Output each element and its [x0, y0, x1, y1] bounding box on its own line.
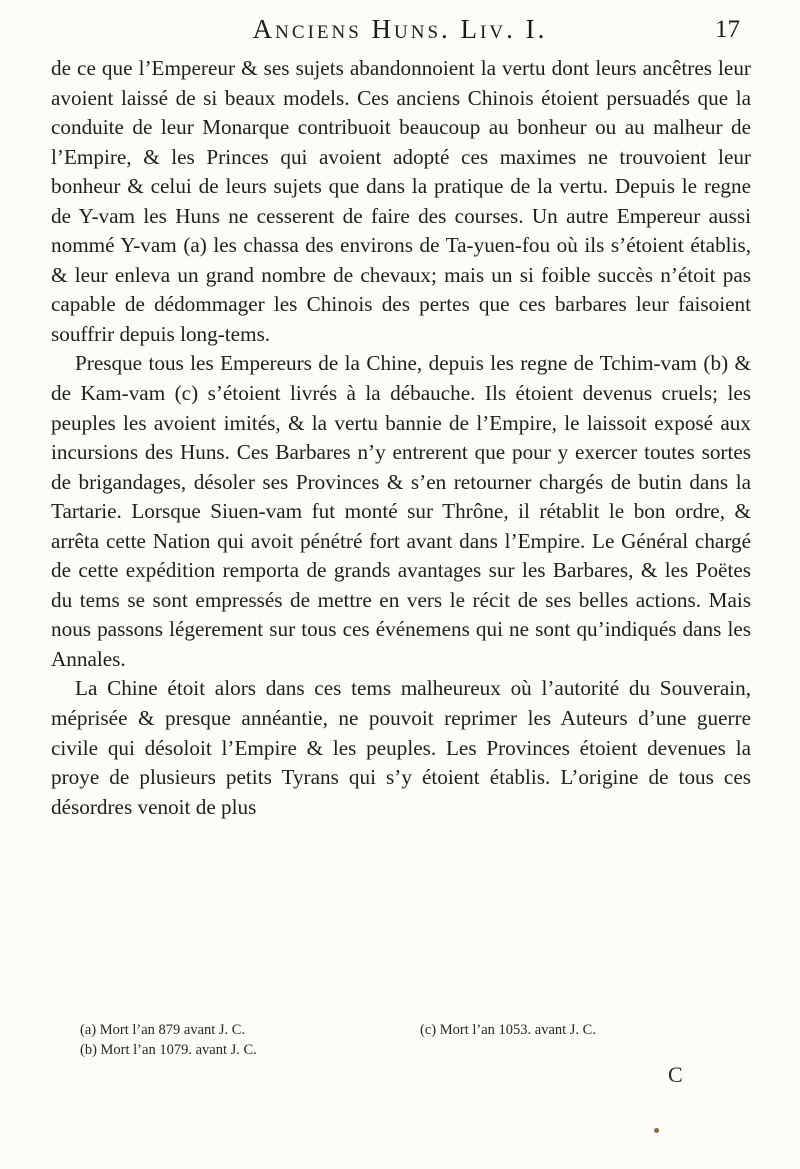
- running-title: Anciens Huns. Liv. I.: [252, 14, 548, 44]
- footnote-row-1: [80, 1020, 760, 1040]
- footnote-c: (c) Mort l’an 1053. avant J. C.: [420, 1022, 596, 1038]
- footnote-row-2: [80, 1040, 760, 1060]
- signature-mark: C: [668, 1062, 683, 1087]
- paragraph-3: La Chine étoit alors dans ces tems malheureux où l’autorité du Souverain, méprisée & presque annéantie, ne pouvoit reprimer les Auteurs d’une guerre civile qui désoloit l’Empire & les peuples. Les Provinces étoient devenues la proye de plusieurs petits Tyrans qui s’y étoient établis. L’origine de tous ces désordres venoit de plus: [51, 676, 751, 819]
- footnote-b: (b) Mort l’an 1079. avant J. C.: [80, 1042, 257, 1058]
- running-head: [60, 14, 740, 50]
- page-number: 17: [715, 16, 740, 43]
- footnote-a: (a) Mort l’an 879 avant J. C.: [80, 1022, 246, 1038]
- ink-speck: [654, 1128, 659, 1133]
- paragraph-1: de ce que l’Empereur & ses sujets abandonnoient la vertu dont leurs ancêtres leur avoient laissé de si beaux models. Ces anciens Chinois étoient persuadés que la conduite de leur Monarque contribuoit beaucoup au bonheur ou au malheur de l’Empire, & les Princes qui avoient adopté ces maximes ne trouvoient leur bonheur & celui de leurs sujets que dans la pratique de la vertu. Depuis le regne de Y-vam les Huns ne cesserent de faire des courses. Un autre Empereur aussi nommé Y-vam (a) les chassa des environs de Ta-yuen-fou où ils s’étoient établis, & leur enleva un grand nombre de chevaux; mais un si foible succès n’étoit pas capable de dédommager les Chinois des pertes que ces barbares leur faisoient souffrir depuis long-tems.: [51, 56, 751, 346]
- paragraph-2: Presque tous les Empereurs de la Chine, depuis les regne de Tchim-vam (b) & de Kam-vam (c) s’étoient livrés à la débauche. Ils étoient devenus cruels; les peuples les avoient imités, & la vertu bannie de l’Empire, le laissoit exposé aux incursions des Huns. Ces Barbares n’y entrerent que pour y exercer toutes sortes de brigandages, désoler ses Provinces & s’en retourner chargés de butin dans la Tartarie. Lorsque Siuen-vam fut monté sur Thrône, il rétablit le bon ordre, & arrêta cette Nation qui avoit pénétré fort avant dans l’Empire. Le Général chargé de cette expédition remporta de grands avantages sur les Barbares, & les Poëtes du tems se sont empressés de mettre en vers le récit de ses belles actions. Mais nous passons légerement sur tous ces événemens qui ne sont qu’indiqués dans les Annales.: [51, 351, 751, 671]
- footnotes: [80, 1020, 760, 1060]
- body-text: [51, 54, 751, 822]
